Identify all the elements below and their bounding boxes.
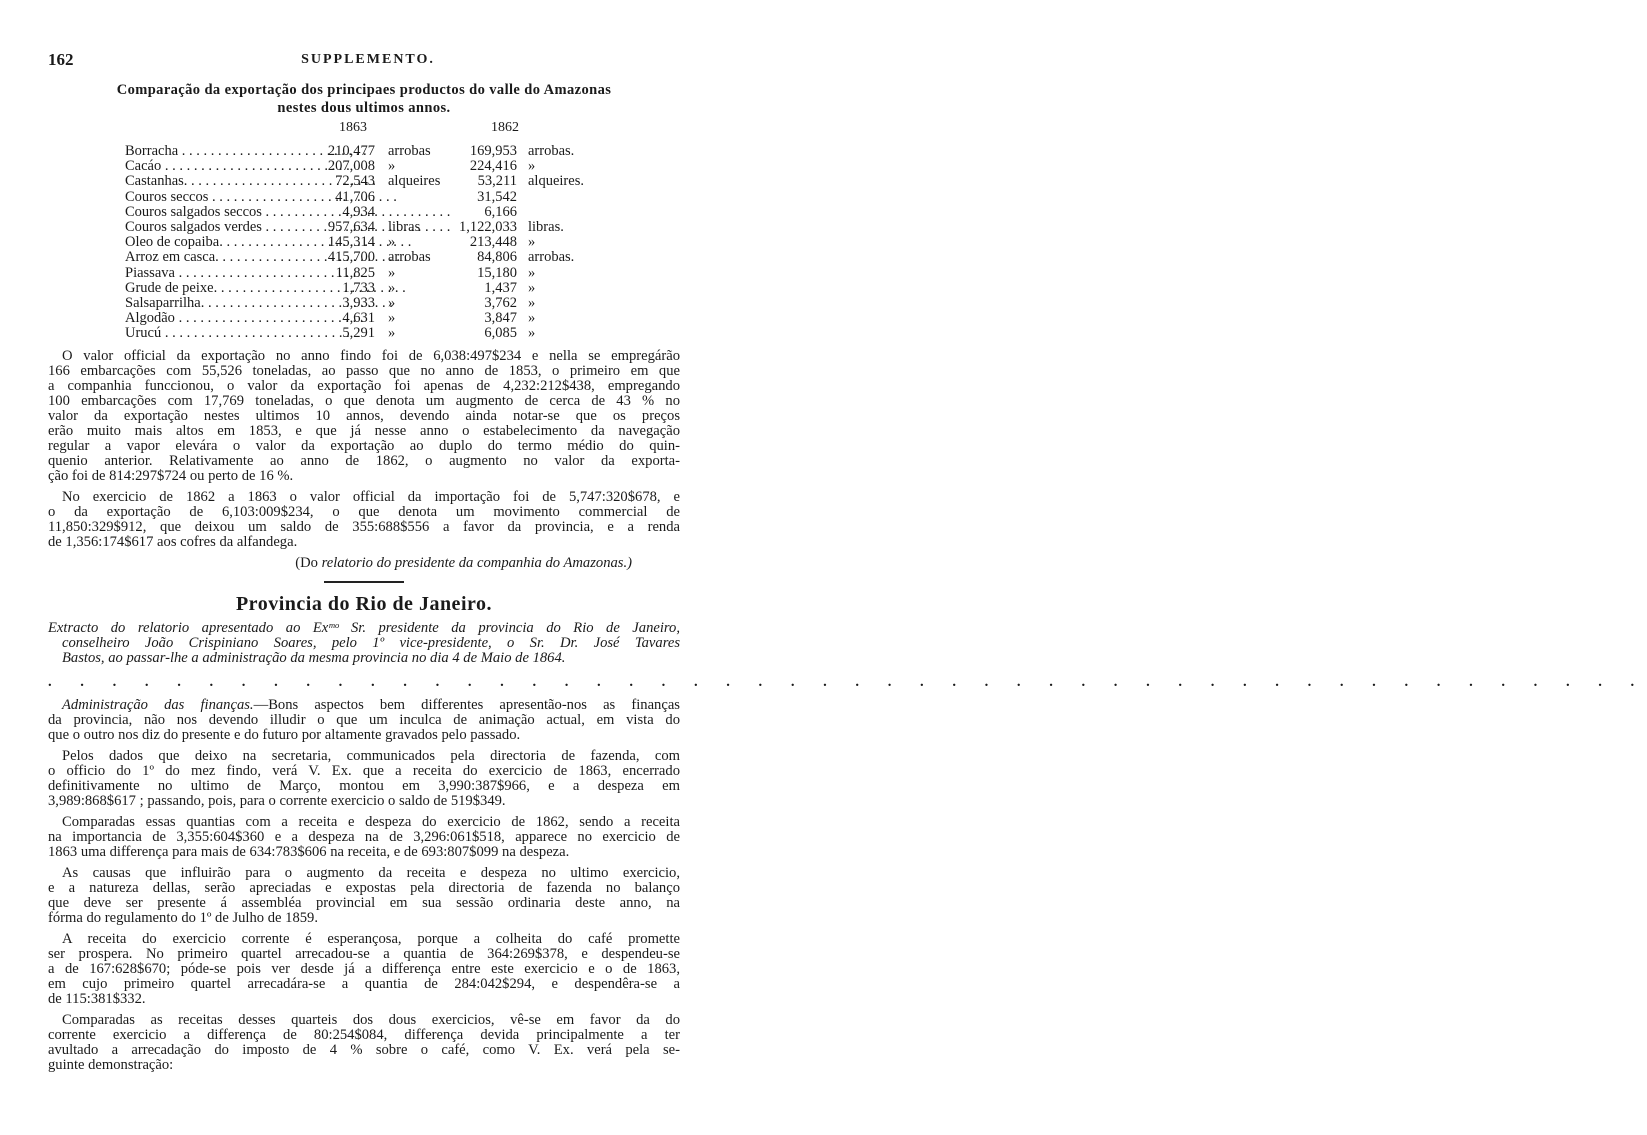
- text-line: 3,989:868$617 ; passando, pois, para o corrente exercicio o saldo de 519$349.: [48, 793, 506, 809]
- text-line: de 115:381$332.: [48, 991, 146, 1007]
- citation-prefix: (Do: [295, 555, 322, 571]
- value-1862: 15,180: [477, 264, 517, 281]
- ellipsis-dots: . . . . . . . . . . . . . . . . . . . . . . . . . . . . . . . . . . . . . . . . . . . . . . . . . .: [48, 674, 1647, 690]
- unit-1863: »: [388, 295, 396, 311]
- text-line: corrente exercicio a differença de 80:254$084, differença devida principalmente a ter: [48, 1027, 680, 1043]
- unit-1863: »: [388, 279, 396, 296]
- text-line: da provincia, não nos devendo illudir o que um inculca de animação actual, em vista do: [48, 712, 680, 728]
- unit-1863: arrobas: [388, 143, 431, 159]
- table-row: [0, 205, 736, 220]
- value-1862: 31,542: [477, 188, 517, 205]
- text-line: ser prospera. No primeiro quartel arrecadou-se a quantia de 364:269$378, e despendeu-se: [48, 946, 680, 962]
- value-1862: 6,085: [484, 325, 517, 342]
- table-row: [0, 266, 736, 281]
- table-row: [0, 311, 736, 326]
- text-line: fórma do regulamento do 1º de Julho de 1859.: [48, 910, 318, 926]
- value-1862: 213,448: [469, 234, 517, 251]
- value-1863: 4,631: [342, 310, 375, 327]
- text-line: As causas que influirão para o augmento da receita e despeza no ultimo exercicio,: [62, 865, 680, 881]
- product-name: Arroz em casca. . . .: [125, 250, 320, 265]
- unit-1862: »: [528, 234, 536, 251]
- extract-line: Extracto do relatorio apresentado ao Exᵐᵒ Sr. presidente da provincia do Rio de Janeiro,: [48, 620, 680, 636]
- text-line: Pelos dados que deixo na secretaria, communicados pela directoria de fazenda, com: [62, 748, 680, 764]
- text-line: No exercicio de 1862 a 1863 o valor official da importação foi de 5,747:320$678, e: [62, 489, 680, 505]
- unit-1862: arrobas.: [528, 249, 575, 266]
- citation: [48, 556, 680, 571]
- unit-1863: »: [388, 158, 396, 175]
- text-line: na importancia de 3,355:604$360 e a despeza na de 3,296:061$518, apparece no exercicio de: [48, 829, 680, 845]
- paragraph: [48, 932, 680, 1007]
- unit-1862: »: [528, 325, 536, 342]
- unit-1863: libras: [388, 219, 421, 235]
- text-line: erão muito mais altos em 1853, e que já nesse anno o estabelecimento da navegação: [48, 423, 680, 439]
- product-name: Borracha . . .: [125, 144, 320, 159]
- paragraph: [48, 815, 680, 860]
- text-line: quenio anterior. Relativamente ao anno de 1862, o augmento no valor da exporta-: [48, 453, 680, 469]
- unit-1863: »: [388, 234, 396, 251]
- value-1862: 1,437: [484, 279, 517, 296]
- unit-1863: »: [388, 264, 396, 281]
- year-header-1862: 1862: [491, 120, 519, 135]
- unit-1862: »: [528, 279, 536, 296]
- unit-1862: alqueires.: [528, 173, 584, 190]
- value-1862: 224,416: [469, 158, 517, 175]
- value-1863: 4,934: [342, 203, 375, 220]
- table-title-line: nestes dous ultimos annos.: [277, 100, 451, 116]
- unit-1863: »: [388, 325, 396, 342]
- text-line: e a natureza dellas, serão apreciadas e expostas pela directoria de fazenda no balanço: [48, 880, 680, 896]
- amazonas-text: [48, 349, 680, 550]
- value-1863: 5,291: [342, 325, 375, 342]
- product-name: Piassava . . .: [125, 266, 320, 281]
- table-row: [0, 220, 736, 235]
- table-title: [48, 81, 680, 117]
- value-1863: 11,825: [335, 264, 375, 281]
- year-header-1863: 1863: [339, 120, 367, 135]
- table-row: [0, 235, 736, 250]
- text-line: que deve ser presente á assembléa provincial em sua sessão ordinaria deste anno, na: [48, 895, 680, 911]
- paragraph: [48, 698, 680, 743]
- product-name: Algodão . . .: [125, 311, 320, 326]
- table-title-line: Comparação da exportação dos principaes productos do valle do Amazonas: [116, 82, 612, 98]
- table-row: [0, 281, 736, 296]
- table-row: [0, 159, 736, 174]
- unit-1863: »: [388, 310, 396, 327]
- text-line: ção foi de 814:297$724 ou perto de 16 %.: [48, 468, 294, 484]
- value-1862: 6,166: [484, 203, 517, 220]
- product-name: Couros salgados verdes . . .: [125, 220, 320, 235]
- text-line: que o outro nos diz do presente e do futuro por altamente gravados pelo passado.: [48, 727, 521, 743]
- product-name: Couros salgados seccos . . .: [125, 205, 320, 220]
- text-line: em cujo primeiro quartel arrecadára-se a quantia de 284:042$294, e despendêra-se a: [48, 976, 680, 992]
- page-number: 162: [48, 50, 74, 69]
- table-row: [0, 174, 736, 189]
- text-line: a de 167:628$670; póde-se pois ver desde já a differença entre este exercicio e o de 1863,: [48, 961, 680, 977]
- value-1862: 84,806: [477, 249, 517, 266]
- text-line: O valor official da exportação no anno findo foi de 6,038:497$234 e nella se empregárão: [62, 348, 680, 364]
- text-line: de 1,356:174$617 aos cofres da alfandega.: [48, 534, 298, 550]
- text-line: a companhia funccionou, o valor da exportação foi apenas de 4,232:212$438, empregando: [48, 378, 680, 394]
- text-line: 11,850:329$912, que deixou um saldo de 355:688$556 a favor da provincia, e a renda: [48, 519, 680, 535]
- text-line: [48, 698, 680, 713]
- product-name: Oleo de copaiba. . . .: [125, 235, 320, 250]
- unit-1862: »: [528, 310, 536, 327]
- text-run: —Bons aspectos bem differentes apresentão-nos as finanças: [253, 697, 680, 713]
- value-1862: 3,762: [484, 295, 517, 311]
- value-1863: 3,933: [342, 295, 375, 311]
- product-name: Grude de peixe. . . .: [125, 281, 320, 296]
- text-line: 100 embarcações com 17,769 toneladas, o que denota um augmento de cerca de 43 % no: [48, 393, 680, 409]
- value-1863: 415,700: [327, 249, 375, 266]
- paragraph: [48, 349, 680, 484]
- table-row: [0, 190, 736, 205]
- text-line: 1863 uma differença para mais de 634:783$606 na receita, e de 693:807$099 na despeza.: [48, 844, 570, 860]
- text-line: o officio do 1º do mez findo, verá V. Ex. que a receita do exercicio de 1863, encerrado: [48, 763, 680, 779]
- value-1863: 957,634: [327, 219, 375, 235]
- text-line: o da exportação de 6,103:009$234, o que denota um movimento commercial de: [48, 504, 680, 520]
- running-head: SUPPLEMENTO.: [301, 52, 435, 67]
- value-1862: 3,847: [484, 310, 517, 327]
- table-row: [0, 296, 736, 311]
- paragraph: [48, 1013, 680, 1073]
- unit-1863: alqueires: [388, 173, 441, 190]
- unit-1862: libras.: [528, 219, 564, 235]
- product-name: Couros seccos . . .: [125, 190, 320, 205]
- text-line: regular a vapor elevára o valor da exportação ao duplo do termo médio do quin-: [48, 438, 680, 454]
- table-row: [0, 250, 736, 265]
- text-line: A receita do exercicio corrente é esperançosa, porque a colheita do café promette: [62, 931, 680, 947]
- value-1863: 207,008: [327, 158, 375, 175]
- product-name: Urucú . . .: [125, 326, 320, 341]
- value-1863: 210,477: [327, 143, 375, 159]
- product-name: Salsaparrilha. . . .: [125, 296, 320, 311]
- table-row: [0, 326, 736, 341]
- text-line: guinte demonstração:: [48, 1057, 174, 1073]
- paragraph: [48, 866, 680, 926]
- text-line: Comparadas as receitas desses quarteis dos dous exercicios, vê-se em favor da do: [62, 1012, 680, 1028]
- section-divider: [324, 581, 404, 583]
- value-1862: 169,953: [469, 143, 517, 159]
- extract-summary: [48, 621, 680, 666]
- value-1862: 1,122,033: [459, 219, 517, 235]
- rio-text: [48, 698, 680, 1073]
- unit-1862: arrobas.: [528, 143, 575, 159]
- extract-line: Bastos, ao passar-lhe a administração da mesma provincia no dia 4 de Maio de 1864.: [62, 650, 566, 666]
- text-line: Comparadas essas quantias com a receita e despeza do exercicio de 1862, sendo a receita: [62, 814, 680, 830]
- value-1862: 53,211: [477, 173, 517, 190]
- paragraph-lead: Administração das finanças.: [62, 697, 254, 713]
- product-name: Castanhas. . . .: [125, 174, 320, 189]
- table-row: [0, 144, 736, 159]
- extract-line: conselheiro João Crispiniano Soares, pelo 1º vice-presidente, o Sr. Dr. José Tavares: [62, 635, 680, 651]
- unit-1863: arrobas: [388, 249, 431, 266]
- document-body: [48, 348, 1647, 1079]
- citation-source: relatorio do presidente da companhia do Amazonas.): [321, 555, 632, 571]
- text-line: definitivamente no ultimo de Março, montou em 3,990:387$966, e a despeza em: [48, 778, 680, 794]
- text-line: 166 embarcações com 55,526 toneladas, ao passo que no anno de 1853, o primeiro em que: [48, 363, 680, 379]
- section-heading: Provincia do Rio de Janeiro.: [235, 593, 493, 615]
- text-line: avultado a arrecadação do imposto de 4 % sobre o café, como V. Ex. verá pela se-: [48, 1042, 680, 1058]
- text-line: valor da exportação nestes ultimos 10 annos, devendo ainda notar-se que os preços: [48, 408, 680, 424]
- value-1863: 41,706: [335, 188, 375, 205]
- unit-1862: »: [528, 264, 536, 281]
- paragraph: [48, 749, 680, 809]
- value-1863: 145,314: [327, 234, 375, 251]
- product-name: Cacáo . . .: [125, 159, 320, 174]
- value-1863: 72,543: [335, 173, 375, 190]
- value-1863: 1,733: [342, 279, 375, 296]
- unit-1862: »: [528, 295, 536, 311]
- unit-1862: »: [528, 158, 536, 175]
- paragraph: [48, 490, 680, 550]
